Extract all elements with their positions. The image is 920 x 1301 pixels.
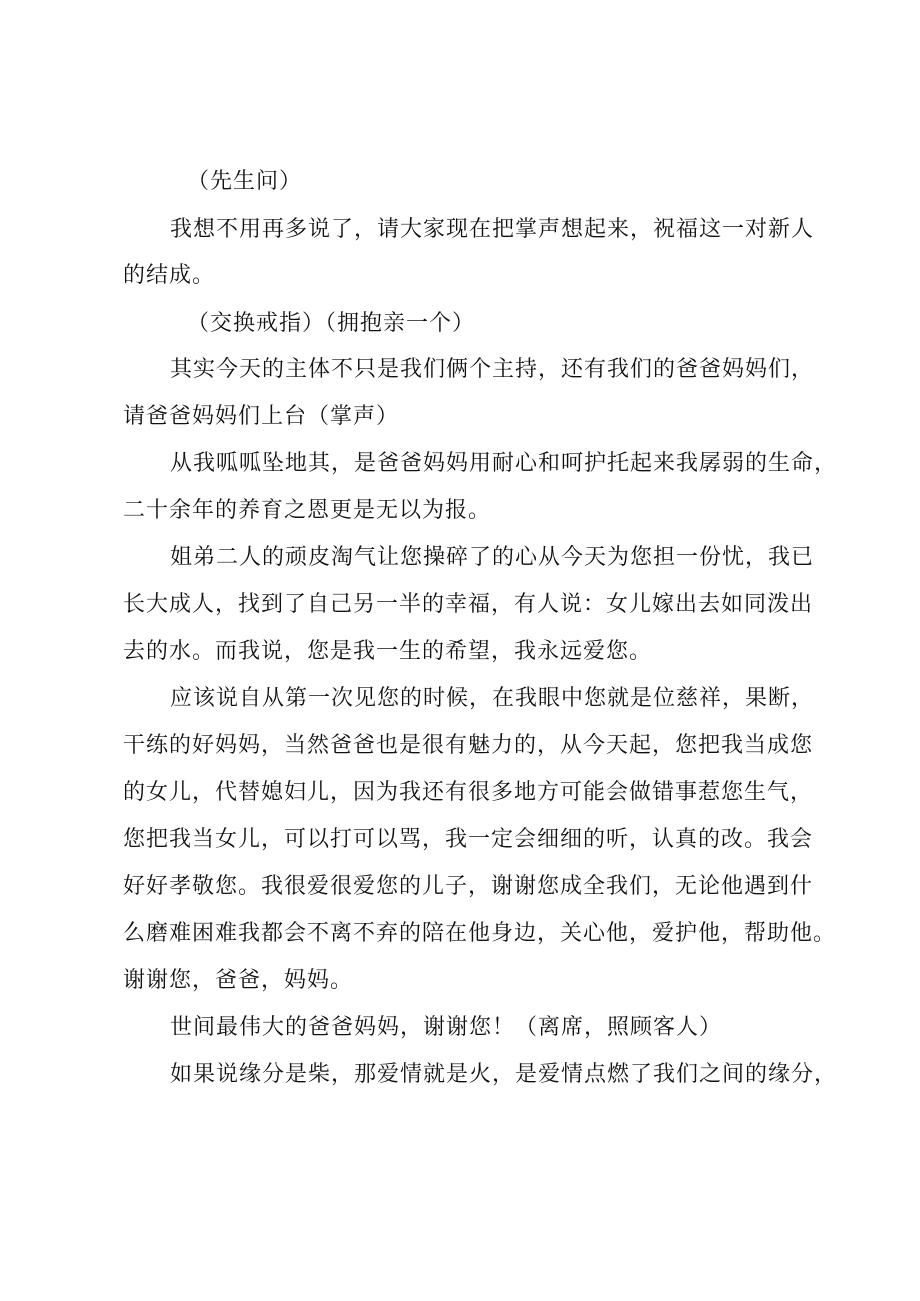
text-line: 请爸爸妈妈们上台（掌声） (123, 404, 400, 429)
text-line: 的结成。 (123, 263, 216, 288)
text-line: 二十余年的养育之恩更是无以为报。 (123, 498, 492, 523)
text-line: 的女儿，代替媳妇儿，因为我还有很多地方可能会做错事惹您生气， (123, 780, 814, 805)
text-line: 应该说自从第一次见您的时候，在我眼中您就是位慈祥，果断， (170, 686, 815, 711)
text-line: 么磨难困难我都会不离不弃的陪在他身边，关心他，爱护他，帮助他。 (123, 921, 837, 946)
text-line: 我想不用再多说了，请大家现在把掌声想起来，祝福这一对新人 (170, 217, 815, 242)
text-line: 从我呱呱坠地其，是爸爸妈妈用耐心和呵护托起来我孱弱的生命， (170, 451, 838, 476)
text-line: 世间最伟大的爸爸妈妈，谢谢您！（离席，照顾客人） (170, 1015, 723, 1040)
text-line: 姐弟二人的顽皮淘气让您操碎了的心从今天为您担一份忧，我已 (170, 545, 815, 570)
text-line: 干练的好妈妈，当然爸爸也是很有魅力的，从今天起，您把我当成您 (123, 733, 814, 758)
text-line: 如果说缘分是柴，那爱情就是火，是爱情点燃了我们之间的缘分， (170, 1062, 838, 1087)
text-line: 长大成人，找到了自己另一半的幸福，有人说：女儿嫁出去如同泼出 (123, 592, 814, 617)
text-line: 好好孝敬您。我很爱很爱您的儿子，谢谢您成全我们，无论他遇到什 (123, 874, 814, 899)
text-line: 您把我当女儿，可以打可以骂，我一定会细细的听，认真的改。我会 (123, 827, 814, 852)
text-line: 谢谢您，爸爸，妈妈。 (123, 968, 354, 993)
text-line: （先生问） (187, 169, 303, 194)
text-line: （交换戒指）（拥抱亲一个） (187, 311, 476, 336)
text-line: 其实今天的主体不只是我们俩个主持，还有我们的爸爸妈妈们， (170, 357, 815, 382)
text-line: 去的水。而我说，您是我一生的希望，我永远爱您。 (123, 639, 653, 664)
